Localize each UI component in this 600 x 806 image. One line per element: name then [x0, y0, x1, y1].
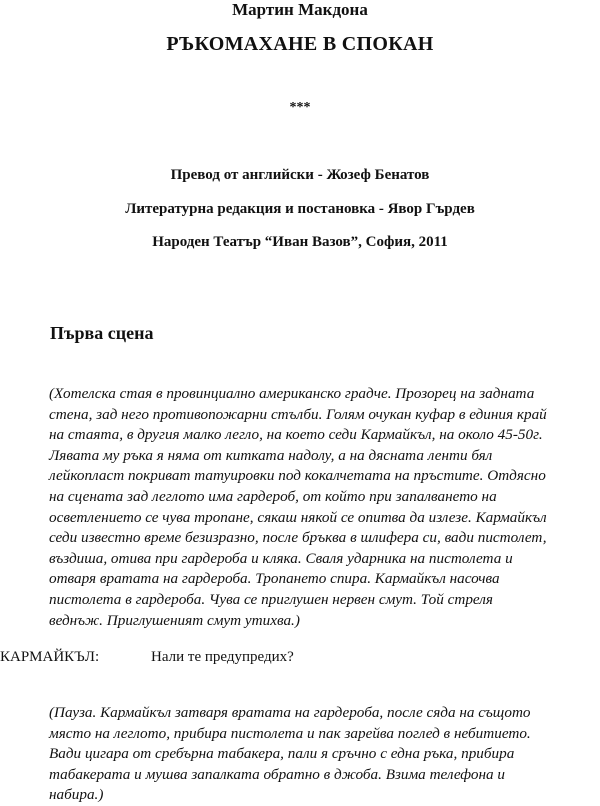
stage-direction-line: пистолета в гардероба. Чува се приглушен нервен смут. Той стреля: [49, 590, 493, 608]
stage-direction-line: осветлението се чува тропане, сякаш някой се опитва да излезе. Кармайкъл: [49, 508, 547, 526]
stage-direction-line: (Хотелска стая в провинциално американско градче. Прозорец на задната: [49, 385, 535, 402]
stage-direction-line: на сцената зад леглото има гардероб, от който при запалването на: [49, 487, 497, 505]
stage-direction-line: (Пауза. Кармайкъл затваря вратата на гардероба, после сяда на същото: [49, 704, 531, 721]
translation-credit: Превод от английски - Жозеф Бенатов: [170, 167, 430, 183]
play-title: РЪКОМАХАНЕ В СПОКАН: [166, 33, 434, 55]
stage-direction-line: отваря вратата на гардероба. Тропането спира. Кармайкъл насочва: [49, 570, 500, 588]
stage-direction-line: лейкопласт покриват татуировки под кокалчетата на пръстите. Отдясно: [49, 467, 546, 485]
stage-direction-opening: [49, 384, 600, 631]
stage-direction-line: място на леглото, прибира пистолета и пак зарейва поглед в небитието.: [49, 724, 531, 742]
stage-direction-line: Вади цигара от сребърна табакера, пали я сръчно с една ръка, прибира: [49, 745, 515, 763]
scene-heading: Първа сцена: [50, 323, 154, 343]
section-separator: ***: [289, 100, 311, 115]
stage-direction-line: веднъж. Приглушеният смут утихва.): [49, 611, 300, 629]
dialogue-character-name: КАРМАЙКЪЛ:: [0, 649, 100, 665]
dialogue-line: Нали те предупредих?: [151, 649, 294, 665]
play-author: Мартин Макдона: [232, 0, 368, 19]
stage-direction-line: стена, зад него противопожарни стълби. Голям очукан куфар в единия край: [49, 405, 547, 423]
theatre-credit: Народен Театър “Иван Вазов”, София, 2011: [152, 234, 448, 250]
direction-credit: Литературна редакция и постановка - Явор Гърдев: [125, 201, 475, 217]
stage-direction-line: табакерата и мушва запалката обратно в джоба. Взима телефона и: [49, 765, 505, 783]
stage-direction-line: Лявата му ръка я няма от китката надолу, а на дясната ленти бял: [49, 446, 493, 464]
stage-direction-line: въздиша, отива при гардероба и кляка. Сваля ударника на пистолета и: [49, 549, 513, 567]
stage-direction-pause: [49, 703, 600, 806]
stage-direction-line: на стаята, в другия малко легло, на което седи Кармайкъл, на около 45-50г.: [49, 426, 543, 444]
stage-direction-line: седи известно време безизразно, после бръква в шлифера си, вади пистолет,: [49, 529, 547, 547]
stage-direction-line: набира.): [49, 786, 104, 804]
